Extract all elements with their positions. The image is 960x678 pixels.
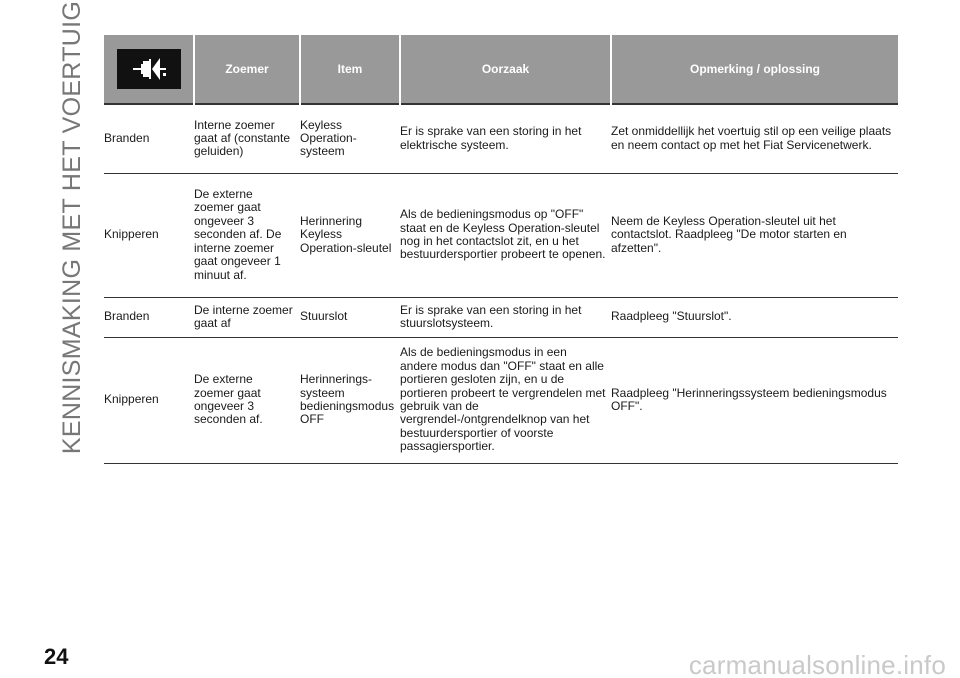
header-oorzaak: Oorzaak	[400, 35, 611, 104]
buzzer-warning-icon	[117, 49, 181, 89]
cell-zoemer: Interne zoemer gaat af (constante geluiden)	[194, 117, 291, 159]
cell-item: Herinnering Keyless Operation-sleutel	[300, 213, 392, 255]
watermark: carmanualsonline.info	[688, 650, 946, 678]
table-row	[104, 173, 898, 297]
cell-zoemer: De externe zoemer gaat ongeveer 3 seconden af.	[194, 372, 263, 427]
section-title-text: KENNISMAKING MET HET VOERTUIG	[58, 0, 87, 455]
cell-state: Branden	[104, 131, 150, 146]
header-zoemer: Zoemer	[194, 35, 300, 104]
cell-item: Keyless Operation-systeem	[300, 117, 357, 159]
table-row	[104, 104, 898, 173]
table-row	[104, 297, 898, 337]
cell-state: Knipperen	[104, 392, 159, 407]
cell-opmerking: Raadpleeg "Herinneringssysteem bedieningsmodus OFF".	[611, 385, 887, 413]
header-opmerking: Opmerking / oplossing	[611, 35, 898, 104]
header-item: Item	[300, 35, 400, 104]
cell-oorzaak: Er is sprake van een storing in het stuurslotsysteem.	[400, 302, 582, 330]
buzzer-info-table	[104, 35, 898, 464]
table-row	[104, 337, 898, 463]
header-icon-cell	[104, 35, 194, 104]
page-number: 24	[44, 644, 69, 669]
cell-opmerking: Zet onmiddellijk het voertuig stil op een veilige plaats en neem contact op met het Fiat Servicenetwerk.	[611, 124, 892, 152]
cell-item: Stuurslot	[300, 309, 348, 324]
cell-state: Knipperen	[104, 227, 159, 242]
cell-oorzaak: Als de bedieningsmodus op "OFF" staat en de Keyless Operation-sleutel nog in het contactslot zit, en u het bestuurdersportier probeert te openen.	[400, 207, 606, 262]
cell-oorzaak: Er is sprake van een storing in het elektrische systeem.	[400, 124, 582, 152]
cell-zoemer: De interne zoemer gaat af	[194, 302, 293, 330]
cell-item: Herinnerings-systeem bedieningsmodus OFF	[300, 372, 395, 427]
table-header-row	[104, 35, 898, 104]
section-title	[58, 0, 88, 455]
cell-zoemer: De externe zoemer gaat ongeveer 3 seconden af. De interne zoemer gaat ongeveer 1 minuut af.	[194, 187, 282, 282]
cell-opmerking: Neem de Keyless Operation-sleutel uit het contactslot. Raadpleeg "De motor starten en afzetten".	[611, 213, 847, 255]
cell-opmerking: Raadpleeg "Stuurslot".	[611, 309, 732, 324]
cell-oorzaak: Als de bedieningsmodus in een andere modus dan "OFF" staat en alle portieren gesloten zijn, en u de portieren probeert te vergrendelen met gebruik van de vergrendel-/ontgrendelknop van het bestuurdersportier of voorste passagiersportier.	[400, 345, 606, 454]
cell-state: Branden	[104, 309, 150, 324]
